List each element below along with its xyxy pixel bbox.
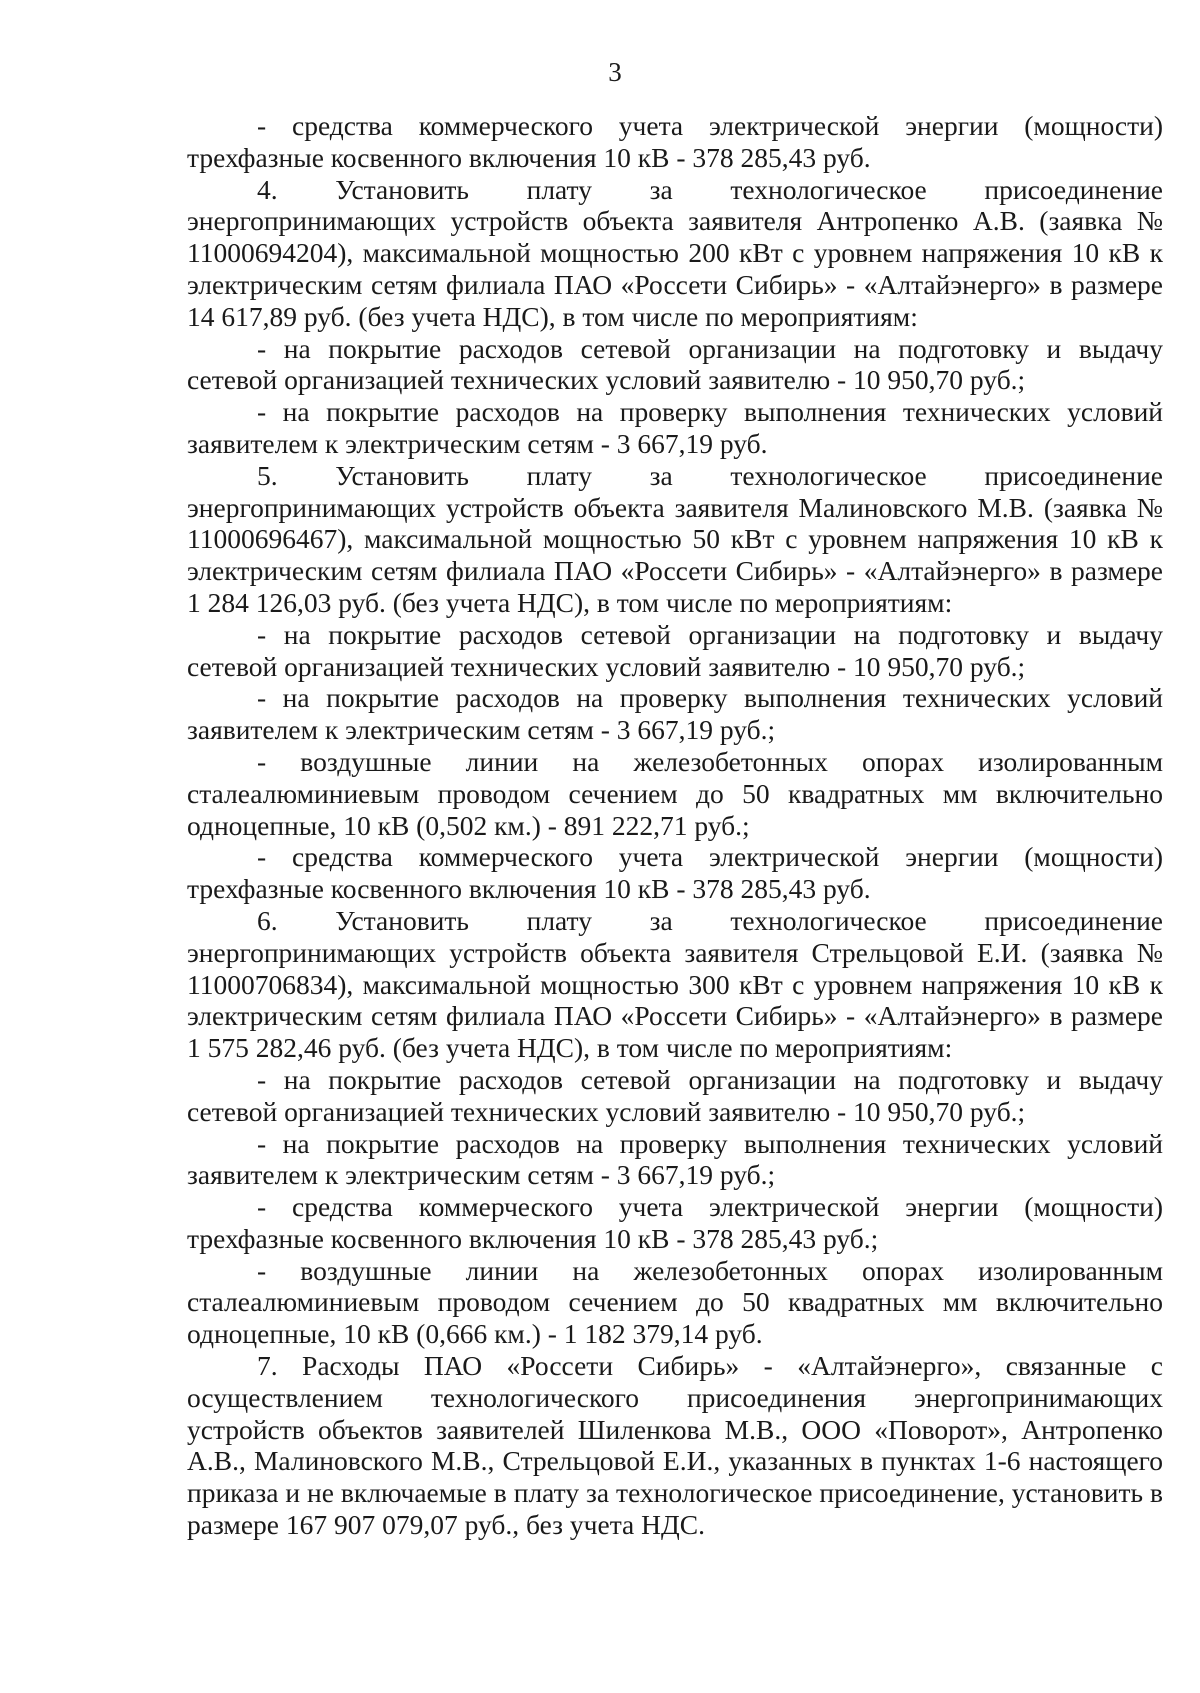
- paragraph-item-5: 5. Установить плату за технологическое присоединение энергопринимающих устройств объекта заявителя Малиновского М.В. (заявка № 11000696467), максимальной мощностью 50 кВт с уровнем напряжения 10 кВ к электрическим сетям филиала ПАО «Россети Сибирь» - «Алтайэнерго» в размере 1 284 126,03 руб. (без учета НДС), в том числе по мероприятиям:: [187, 459, 1163, 618]
- paragraph-item-5-verification: - на покрытие расходов на проверку выполнения технических условий заявителем к электрическим сетям - 3 667,19 руб.;: [187, 682, 1163, 746]
- document-body: [187, 110, 1163, 1541]
- paragraph-item-6-verification: - на покрытие расходов на проверку выполнения технических условий заявителем к электрическим сетям - 3 667,19 руб.;: [187, 1127, 1163, 1191]
- paragraph-item-7: 7. Расходы ПАО «Россети Сибирь» - «Алтайэнерго», связанные с осуществлением технологического присоединения энергопринимающих устройств объектов заявителей Шиленкова М.В., ООО «Поворот», Антропенко А.В., Малиновского М.В., Стрельцовой Е.И., указанных в пунктах 1-6 настоящего приказа и не включаемые в плату за технологическое присоединение, установить в размере 167 907 079,07 руб., без учета НДС.: [187, 1350, 1163, 1541]
- paragraph-item-4-verification: - на покрытие расходов на проверку выполнения технических условий заявителем к электрическим сетям - 3 667,19 руб.: [187, 396, 1163, 459]
- paragraph-item-6-overhead-lines: - воздушные линии на железобетонных опорах изолированным сталеалюминиевым проводом сечением до 50 квадратных мм включительно одноцепные, 10 кВ (0,666 км.) - 1 182 379,14 руб.: [187, 1254, 1163, 1350]
- paragraph-meter-cost-continued: - средства коммерческого учета электрической энергии (мощности) трехфазные косвенного включения 10 кВ - 378 285,43 руб.: [187, 110, 1163, 173]
- paragraph-item-6: 6. Установить плату за технологическое присоединение энергопринимающих устройств объекта заявителя Стрельцовой Е.И. (заявка № 11000706834), максимальной мощностью 300 кВт с уровнем напряжения 10 кВ к электрическим сетям филиала ПАО «Россети Сибирь» - «Алтайэнерго» в размере 1 575 282,46 руб. (без учета НДС), в том числе по мероприятиям:: [187, 904, 1163, 1064]
- paragraph-item-4-tech-conditions: - на покрытие расходов сетевой организации на подготовку и выдачу сетевой организацией технических условий заявителю - 10 950,70 руб.;: [187, 332, 1163, 396]
- paragraph-item-6-tech-conditions: - на покрытие расходов сетевой организации на подготовку и выдачу сетевой организацией технических условий заявителю - 10 950,70 руб.;: [187, 1063, 1163, 1127]
- paragraph-item-4: 4. Установить плату за технологическое присоединение энергопринимающих устройств объекта заявителя Антропенко А.В. (заявка № 11000694204), максимальной мощностью 200 кВт с уровнем напряжения 10 кВ к электрическим сетям филиала ПАО «Россети Сибирь» - «Алтайэнерго» в размере 14 617,89 руб. (без учета НДС), в том числе по мероприятиям:: [187, 173, 1163, 332]
- page-number: 3: [608, 57, 622, 87]
- paragraph-item-5-metering: - средства коммерческого учета электрической энергии (мощности) трехфазные косвенного включения 10 кВ - 378 285,43 руб.: [187, 841, 1163, 905]
- paragraph-item-5-overhead-lines: - воздушные линии на железобетонных опорах изолированным сталеалюминиевым проводом сечением до 50 квадратных мм включительно одноцепные, 10 кВ (0,502 км.) - 891 222,71 руб.;: [187, 745, 1163, 841]
- paragraph-item-6-metering: - средства коммерческого учета электрической энергии (мощности) трехфазные косвенного включения 10 кВ - 378 285,43 руб.;: [187, 1191, 1163, 1254]
- paragraph-item-5-tech-conditions: - на покрытие расходов сетевой организации на подготовку и выдачу сетевой организацией технических условий заявителю - 10 950,70 руб.;: [187, 618, 1163, 682]
